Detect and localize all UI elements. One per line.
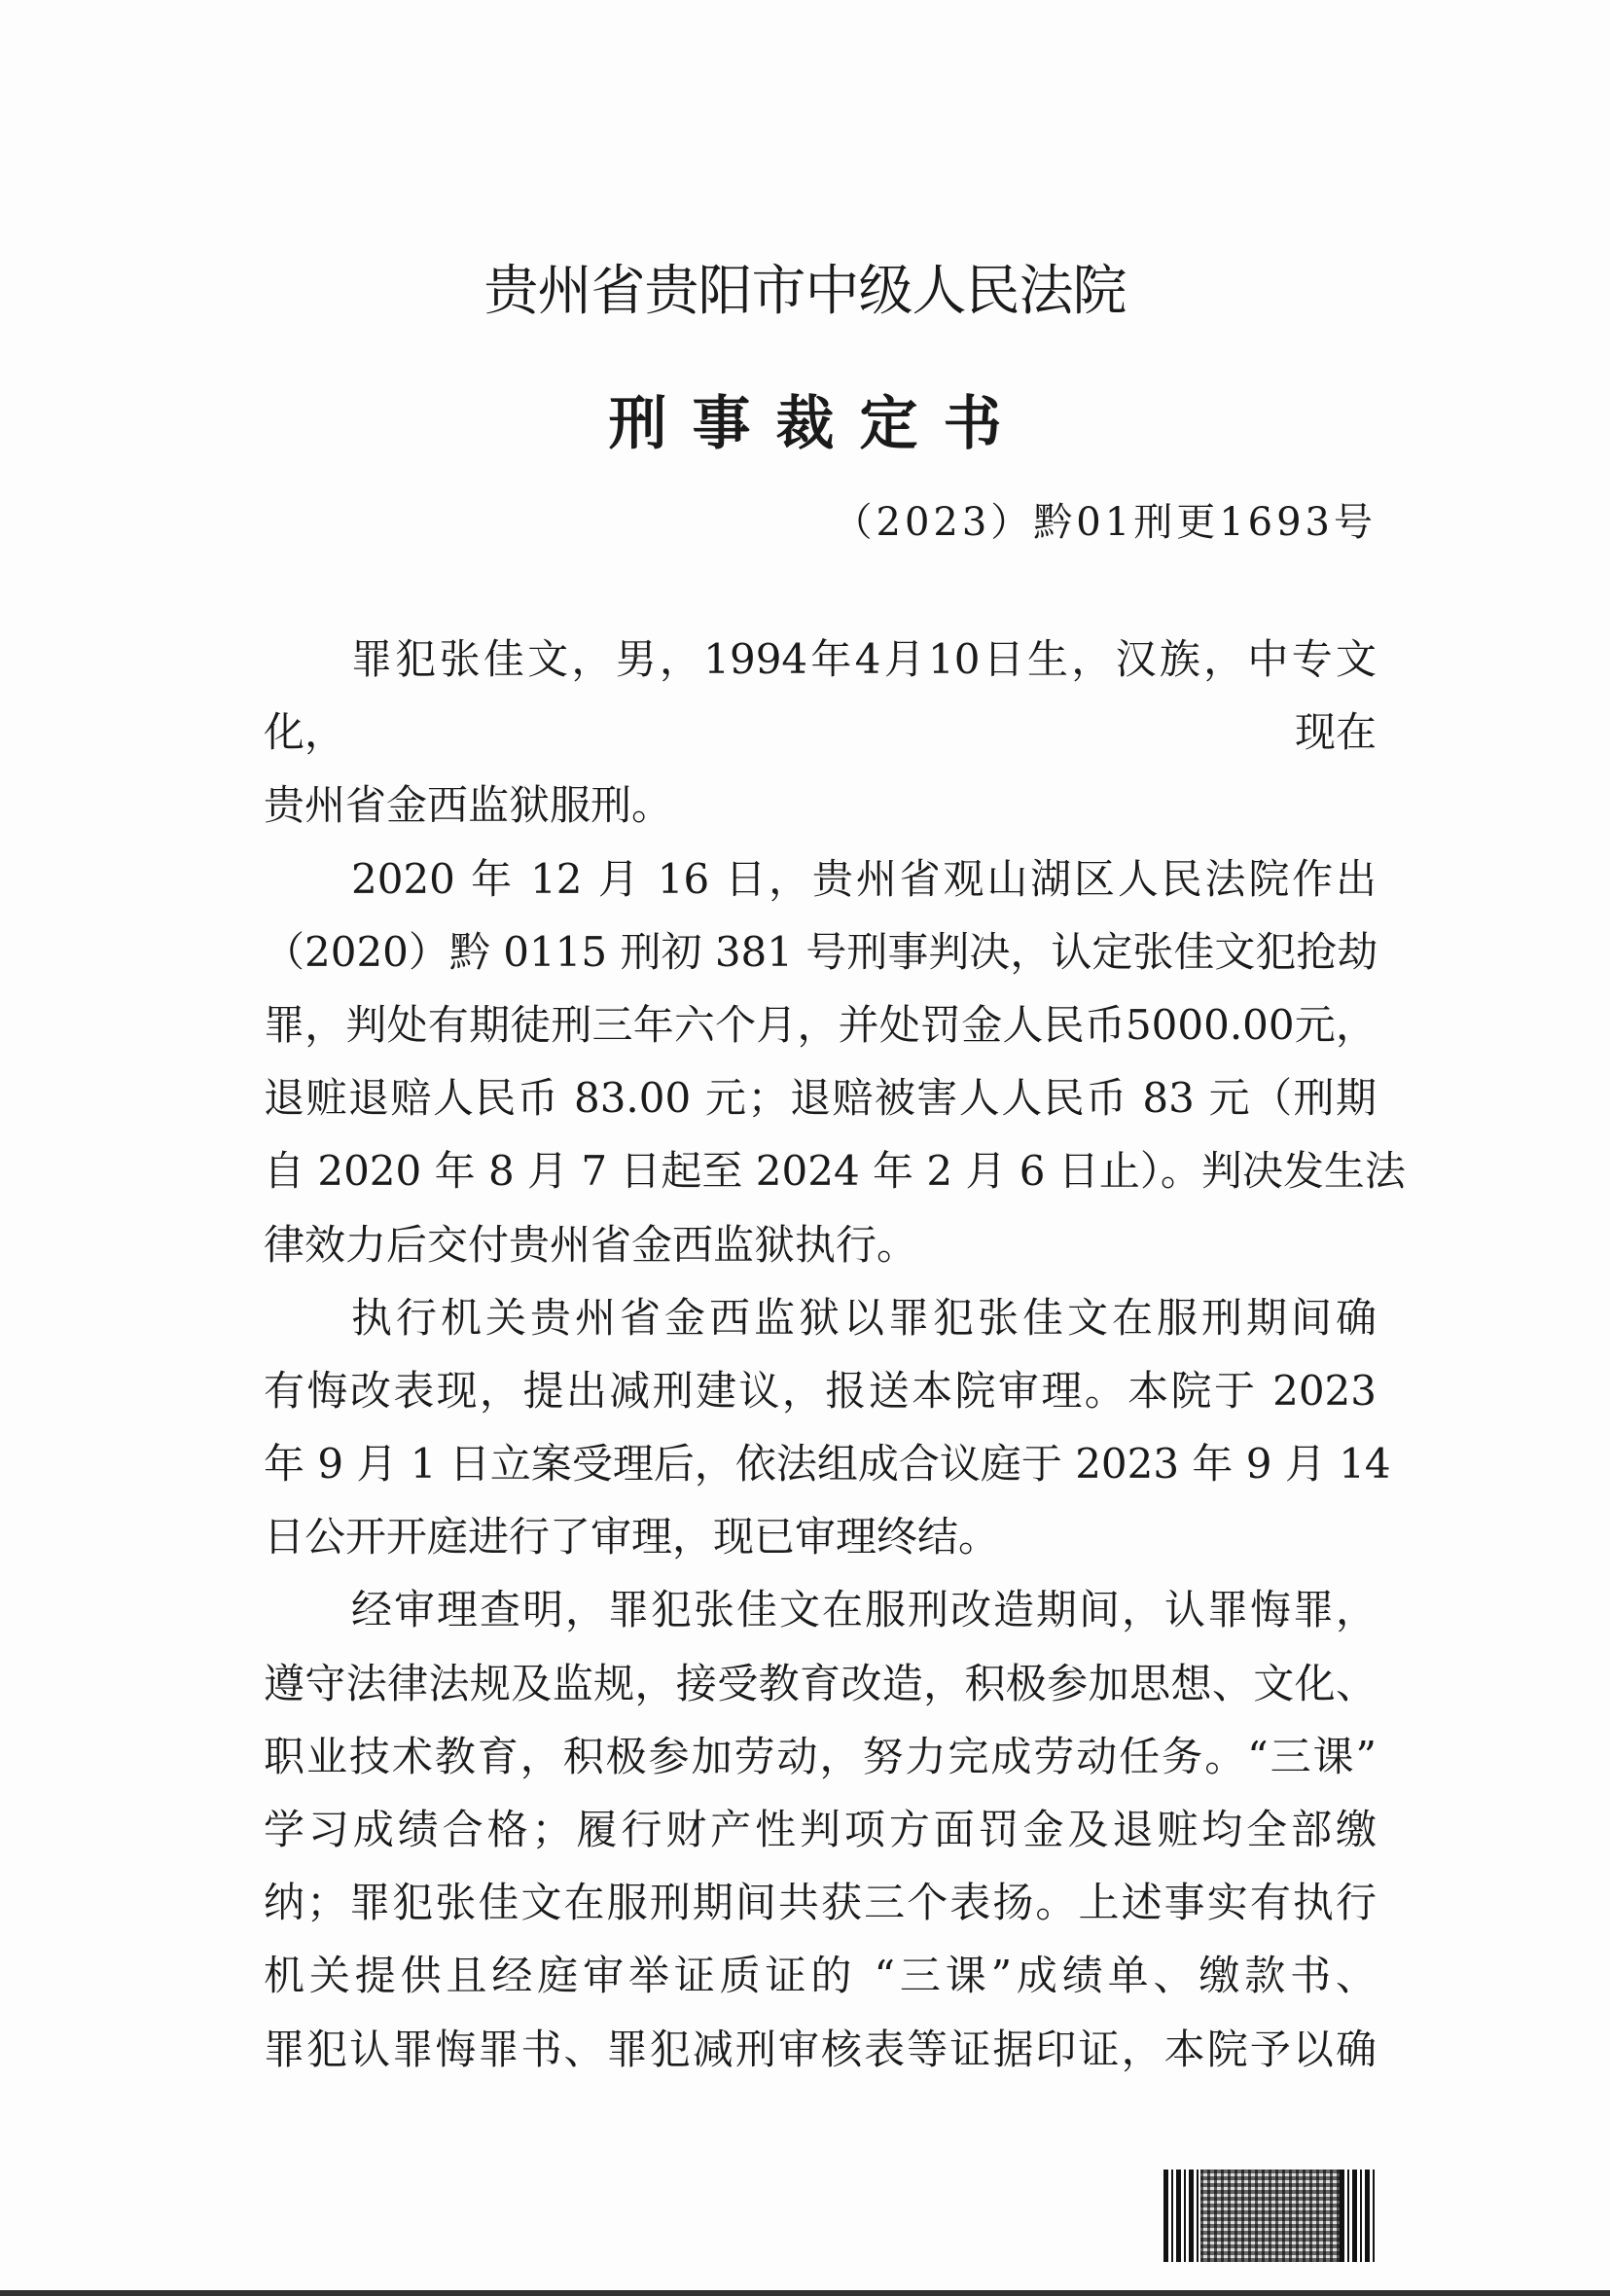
paragraph-line: 经审理查明，罪犯张佳文在服刑改造期间，认罪悔罪，	[351, 1586, 1377, 1634]
paragraph-line: 律效力后交付贵州省金西监狱执行。	[264, 1220, 918, 1269]
paragraph-line: 有悔改表现，提出减刑建议，报送本院审理。本院于 2023	[264, 1366, 1377, 1415]
paragraph-line: 年 9 月 1 日立案受理后，依法组成合议庭于 2023 年 9 月 14	[264, 1440, 1391, 1489]
paragraph-line: 学习成绩合格；履行财产性判项方面罚金及退赃均全部缴	[264, 1806, 1377, 1853]
paragraph-line: 日公开开庭进行了审理，现已审理终结。	[264, 1513, 1000, 1561]
line-right-text: 现在	[1294, 708, 1377, 757]
paragraph-line: 纳；罪犯张佳文在服刑期间共获三个表扬。上述事实有执行	[264, 1879, 1377, 1927]
document-body	[264, 623, 1406, 2086]
case-number: （2023）黔01刑更1693号	[833, 500, 1377, 545]
paragraph-line-redacted	[264, 696, 1377, 769]
paragraph-line: 罪犯认罪悔罪书、罪犯减刑审核表等证据印证，本院予以确	[264, 2025, 1377, 2073]
paragraph-lines	[264, 769, 1406, 2085]
document-type-title: 刑事裁定书	[608, 390, 1027, 458]
barcode-bars-right	[1340, 2170, 1377, 2262]
paragraph-line: 职业技术教育，积极参加劳动，努力完成劳动任务。“三课”	[264, 1732, 1377, 1780]
document-barcode	[1163, 2170, 1377, 2262]
paragraph-line: 遵守法律法规及监规，接受教育改造，积极参加思想、文化、	[264, 1659, 1377, 1707]
paragraph-line: 罪，判处有期徒刑三年六个月，并处罚金人民币5000.00元，	[264, 1000, 1377, 1049]
paragraph-line: 罪犯张佳文，男，1994年4月10日生，汉族，中专文	[351, 635, 1377, 683]
paragraph-line: （2020）黔 0115 刑初 381 号刑事判决，认定张佳文犯抢劫	[264, 927, 1378, 976]
2d-code-matrix	[1200, 2170, 1340, 2262]
paragraph-line: 贵州省金西监狱服刑。	[264, 781, 673, 830]
line-left-text: 化，	[264, 708, 346, 757]
paragraph-line: 执行机关贵州省金西监狱以罪犯张佳文在服刑期间确	[351, 1293, 1377, 1342]
paragraph-line: 自 2020 年 8 月 7 日起至 2024 年 2 月 6 日止）。判决发生法	[264, 1147, 1406, 1196]
barcode-bars-left	[1163, 2170, 1200, 2262]
court-name: 贵州省贵阳市中级人民法院	[483, 260, 1127, 323]
paragraph-line: 2020 年 12 月 16 日，贵州省观山湖区人民法院作出	[351, 854, 1377, 903]
scan-bottom-edge	[0, 2290, 1610, 2296]
paragraph-line: 机关提供且经庭审举证质证的 “三课”成绩单、缴款书、	[264, 1952, 1377, 2000]
paragraph-line: 退赃退赔人民币 83.00 元；退赔被害人人民币 83 元（刑期	[264, 1074, 1377, 1123]
